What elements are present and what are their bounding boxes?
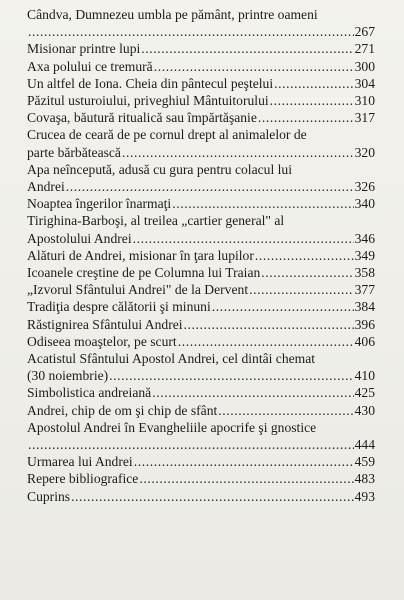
toc-entry-title: Axa polului ce tremură <box>27 58 153 74</box>
toc-entry <box>27 195 375 212</box>
dot-leader <box>139 470 353 487</box>
dot-leader <box>122 144 354 161</box>
toc-entry-title: Crucea de ceară de pe cornul drept al animalelor de <box>27 127 307 143</box>
table-of-contents <box>27 6 375 505</box>
toc-entry <box>27 488 375 505</box>
toc-entry <box>27 384 375 401</box>
dot-leader <box>152 384 353 401</box>
toc-entry <box>27 333 375 350</box>
dot-leader <box>109 367 353 384</box>
toc-entry-page: 358 <box>354 265 375 281</box>
toc-entry-page: 346 <box>354 230 375 246</box>
toc-entry-page: 377 <box>354 282 375 298</box>
toc-entry <box>27 470 375 487</box>
toc-entry-page: 310 <box>354 93 375 109</box>
toc-entry-title: Covaşa, băutură ritualică sau împărtăşanie <box>27 110 257 126</box>
dot-leader <box>66 178 354 195</box>
toc-entry-title: Păzitul usturoiului, priveghiul Mântuitorului <box>27 93 269 109</box>
toc-entry-page: 304 <box>354 75 375 91</box>
toc-entry <box>27 402 375 419</box>
toc-entry-title: Un altfel de Iona. Cheia din pântecul peştelui <box>27 75 274 91</box>
toc-entry-title: Tradiţia despre călătorii şi minuni <box>27 299 211 315</box>
toc-entry <box>27 109 375 126</box>
toc-entry <box>27 212 375 246</box>
toc-entry-title: Simbolistica andreiană <box>27 385 152 401</box>
toc-entry <box>27 264 375 281</box>
toc-entry <box>27 126 375 160</box>
dot-leader <box>255 247 354 264</box>
toc-entry-title: Apa neîncepută, adusă cu gura pentru colacul lui <box>27 161 292 177</box>
toc-entry-page: 320 <box>354 144 375 160</box>
toc-entry-title: Cândva, Dumnezeu umbla pe pământ, printre oameni <box>27 7 318 22</box>
toc-entry-page: 483 <box>354 471 375 487</box>
toc-entry <box>27 453 375 470</box>
toc-entry <box>27 92 375 109</box>
dot-leader <box>154 58 354 75</box>
toc-entry-page: 430 <box>354 402 375 418</box>
toc-entry-title: Urmarea lui Andrei <box>27 454 133 470</box>
toc-entry-page: 444 <box>354 437 375 453</box>
toc-entry-title: Alături de Andrei, misionar în ţara lupilor <box>27 247 254 263</box>
dot-leader <box>218 402 353 419</box>
toc-entry-page: 425 <box>354 385 375 401</box>
toc-entry <box>27 419 375 453</box>
toc-entry-title: Cuprins <box>27 488 71 504</box>
toc-entry-page: 340 <box>354 196 375 212</box>
toc-entry-title: Noaptea îngerilor înarmaţi <box>27 196 172 212</box>
dot-leader <box>178 333 354 350</box>
toc-entry-page: 300 <box>354 58 375 74</box>
toc-entry-title-cont: Andrei <box>27 179 65 195</box>
toc-entry-page: 493 <box>354 488 375 504</box>
toc-entry <box>27 350 375 384</box>
toc-entry-title-cont: (30 noiembrie) <box>27 368 109 384</box>
dot-leader <box>184 316 354 333</box>
toc-entry <box>27 247 375 264</box>
dot-leader <box>212 298 354 315</box>
dot-leader <box>28 436 354 453</box>
dot-leader <box>141 40 353 57</box>
toc-entry-title: Răstignirea Sfântului Andrei <box>27 316 183 332</box>
toc-entry-page: 267 <box>354 24 375 40</box>
toc-entry-title: Icoanele creştine de pe Columna lui Traian <box>27 265 261 281</box>
dot-leader <box>261 264 353 281</box>
toc-entry <box>27 161 375 195</box>
toc-entry-title: Acatistul Sfântului Apostol Andrei, cel dintâi chemat <box>27 351 316 367</box>
toc-entry-title: Misionar printre lupi <box>27 41 141 57</box>
toc-entry-page: 271 <box>354 41 375 57</box>
dot-leader <box>133 230 354 247</box>
toc-entry-title-cont: Apostolului Andrei <box>27 230 132 246</box>
dot-leader <box>258 109 354 126</box>
toc-entry <box>27 281 375 298</box>
toc-entry <box>27 298 375 315</box>
toc-entry-page: 410 <box>354 368 375 384</box>
toc-entry-title-cont: parte bărbătească <box>27 144 121 160</box>
dot-leader <box>274 75 353 92</box>
toc-entry-page: 406 <box>354 333 375 349</box>
dot-leader <box>172 195 353 212</box>
toc-entry <box>27 316 375 333</box>
toc-entry-title: Andrei, chip de om şi chip de sfânt <box>27 402 218 418</box>
toc-entry-page: 396 <box>354 316 375 332</box>
dot-leader <box>71 488 354 505</box>
toc-entry <box>27 6 375 40</box>
toc-entry-page: 384 <box>354 299 375 315</box>
toc-entry-page: 349 <box>354 247 375 263</box>
toc-entry-title: Apostolul Andrei în Evangheliile apocrife şi gnostice <box>27 419 317 435</box>
dot-leader <box>28 23 354 40</box>
toc-entry <box>27 75 375 92</box>
toc-entry <box>27 40 375 57</box>
toc-entry-title: Repere bibliografice <box>27 471 139 487</box>
toc-entry-title: Odiseea moaştelor, pe scurt <box>27 333 177 349</box>
dot-leader <box>249 281 354 298</box>
toc-entry-page: 459 <box>354 454 375 470</box>
toc-entry-title: Tirighina-Barboşi, al treilea „cartier general" al <box>27 213 285 229</box>
dot-leader <box>134 453 354 470</box>
dot-leader <box>270 92 354 109</box>
toc-entry-page: 317 <box>354 110 375 126</box>
toc-entry <box>27 58 375 75</box>
toc-entry-title: „Izvorul Sfântului Andrei" de la Dervent <box>27 282 249 298</box>
toc-entry-page: 326 <box>354 179 375 195</box>
